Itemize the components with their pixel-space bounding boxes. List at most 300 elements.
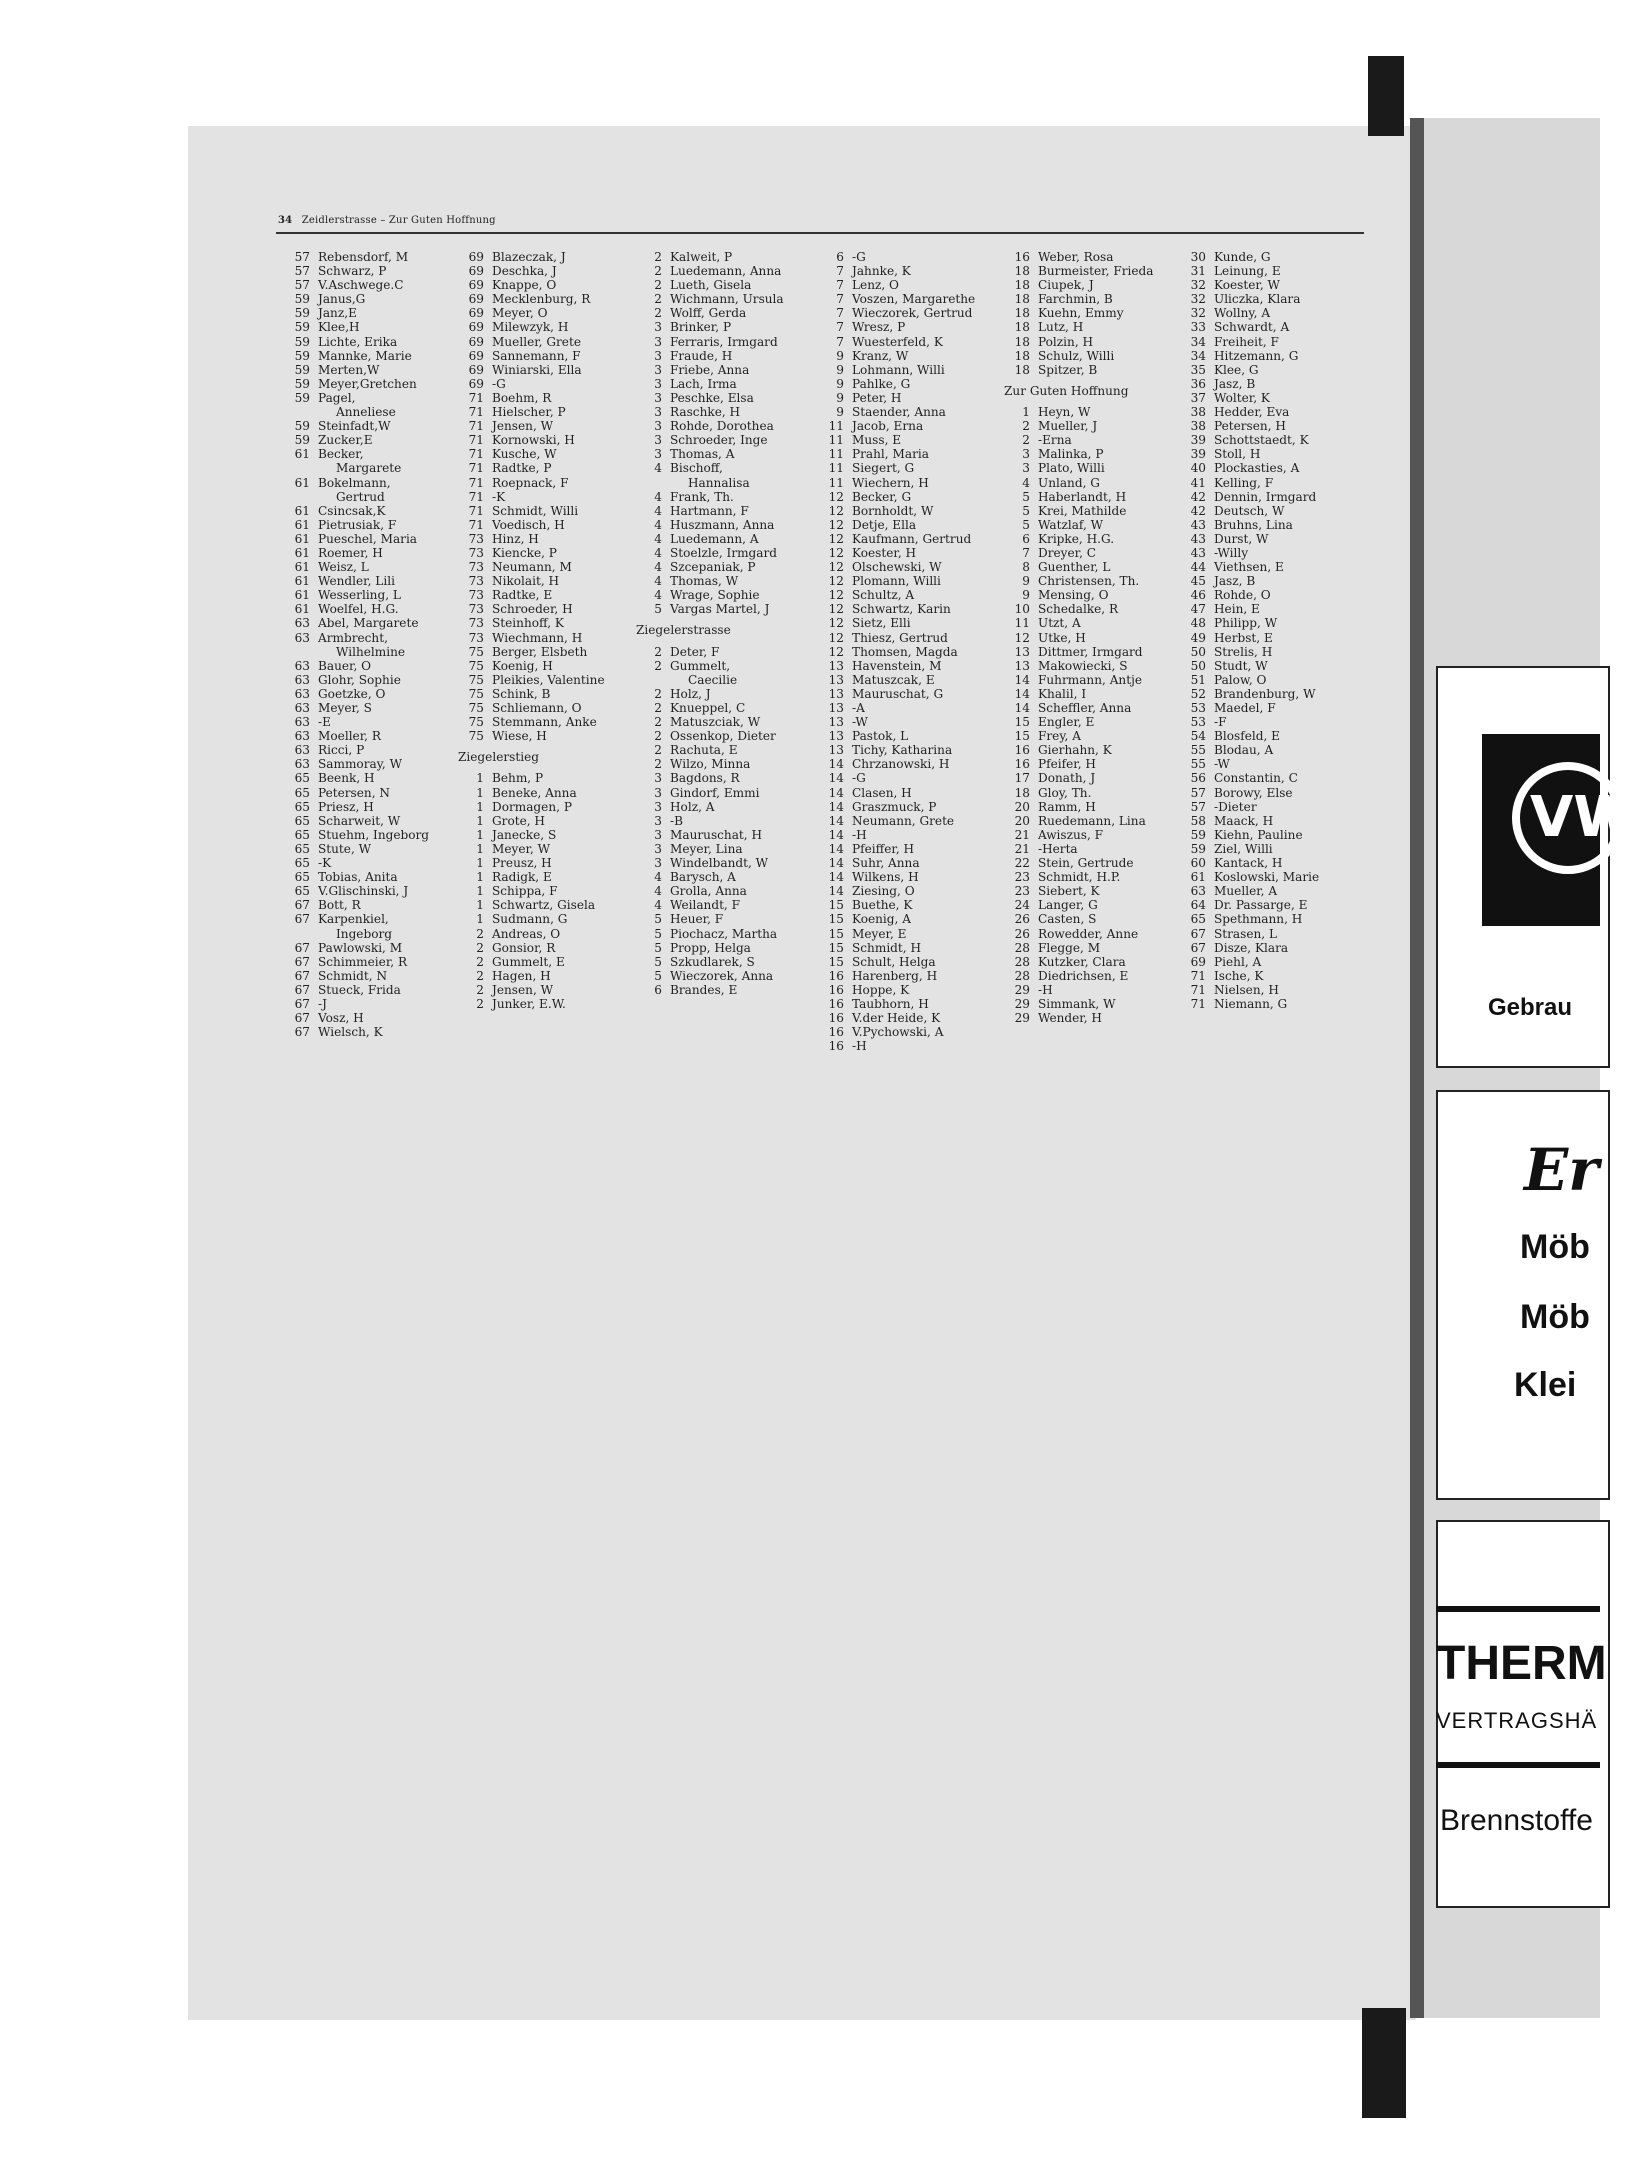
directory-entry [1180, 588, 1319, 602]
directory-entry [1004, 433, 1153, 447]
house-number: 3 [654, 348, 662, 363]
directory-entry [636, 349, 784, 363]
house-number: 39 [1190, 447, 1206, 462]
directory-entry [818, 1039, 975, 1053]
resident-name: Dreyer, C [1038, 545, 1097, 560]
house-number: 1 [476, 912, 484, 927]
resident-name: Schliemann, O [492, 701, 582, 715]
resident-name: Stute, W [318, 841, 372, 856]
resident-name: Rohde, Dorothea [670, 419, 774, 434]
resident-name: Lach, Irma [670, 376, 737, 391]
house-number: 2 [654, 729, 662, 744]
directory-entry [818, 447, 975, 461]
directory-entry [1180, 828, 1319, 842]
house-number: 5 [654, 954, 662, 969]
directory-entry [284, 264, 429, 278]
resident-name: Philipp, W [1214, 616, 1278, 631]
resident-name: Nikolait, H [492, 574, 560, 589]
directory-entry [636, 645, 784, 659]
directory-entry [1004, 884, 1153, 898]
resident-name: Gummelt, E [492, 954, 565, 969]
resident-name: Viethsen, E [1214, 560, 1284, 575]
directory-entry [1004, 701, 1153, 715]
resident-name: Pagel, [318, 390, 356, 405]
resident-name: Ruedemann, Lina [1038, 813, 1146, 828]
directory-entry [636, 461, 784, 475]
resident-name: -Dieter [1214, 799, 1257, 814]
resident-name: Anneliese [336, 405, 396, 420]
house-number: 18 [1014, 306, 1030, 321]
house-number: 71 [468, 419, 484, 434]
directory-entry [636, 927, 784, 941]
directory-entry [1180, 757, 1319, 771]
resident-name: Knappe, O [492, 278, 557, 293]
page-number: 34 [278, 215, 293, 226]
directory-entry [1004, 349, 1153, 363]
house-number: 2 [1022, 419, 1030, 434]
directory-entry [1004, 447, 1153, 461]
house-number: 65 [294, 771, 310, 786]
house-number: 14 [828, 870, 844, 885]
directory-entry [1180, 461, 1319, 475]
house-number: 69 [468, 250, 484, 264]
resident-name: Tobias, Anita [318, 870, 398, 885]
house-number: 16 [828, 1025, 844, 1040]
house-number: 12 [828, 489, 844, 504]
directory-entry [284, 912, 429, 926]
resident-name: Borowy, Else [1214, 785, 1293, 800]
directory-entry [458, 884, 605, 898]
directory-entry [284, 687, 429, 701]
house-number: 51 [1190, 672, 1206, 687]
house-number: 45 [1190, 574, 1206, 589]
directory-entry [1180, 320, 1319, 334]
resident-name: Plomann, Willi [852, 574, 941, 589]
house-number: 59 [294, 306, 310, 321]
resident-name: Meyer,Gretchen [318, 376, 417, 391]
resident-name: -Erna [1038, 433, 1072, 448]
resident-name: Voedisch, H [492, 517, 565, 532]
house-number: 2 [654, 658, 662, 673]
house-number: 28 [1014, 954, 1030, 969]
resident-name: Roepnack, F [492, 475, 569, 490]
directory-entry [458, 518, 605, 532]
resident-name: Gierhahn, K [1038, 743, 1112, 758]
resident-name: Kornowski, H [492, 433, 575, 448]
directory-entry [1180, 729, 1319, 743]
resident-name: Wendler, Lili [318, 574, 395, 589]
resident-name: Havenstein, M [852, 658, 942, 673]
directory-entry [1004, 278, 1153, 292]
resident-name: Wieczorek, Anna [670, 968, 774, 983]
resident-name: Schwartz, Karin [852, 602, 951, 617]
house-number: 59 [294, 362, 310, 377]
directory-entry [284, 363, 429, 377]
directory-entry [458, 842, 605, 856]
resident-name: Spethmann, H [1214, 912, 1303, 927]
resident-name: Nielsen, H [1214, 982, 1279, 997]
directory-entry [636, 842, 784, 856]
ad-rule-2 [1436, 1762, 1600, 1768]
house-number: 49 [1190, 630, 1206, 645]
directory-entry [636, 701, 784, 715]
resident-name: Thiesz, Gertrud [852, 630, 948, 645]
directory-entry [458, 715, 605, 729]
directory-entry [636, 870, 784, 884]
directory-entry [1180, 884, 1319, 898]
directory-entry [636, 490, 784, 504]
resident-name: Kunde, G [1214, 250, 1271, 264]
resident-name: Andreas, O [492, 926, 561, 941]
resident-name: Csincsak,K [318, 503, 386, 518]
directory-entry [1004, 518, 1153, 532]
directory-entry [636, 264, 784, 278]
house-number: 4 [654, 489, 662, 504]
resident-name: Schultz, A [852, 588, 915, 603]
resident-name: Stoll, H [1214, 447, 1261, 462]
resident-name: Utzt, A [1038, 616, 1081, 631]
directory-entry [284, 560, 429, 574]
house-number: 69 [468, 362, 484, 377]
resident-name: Jacob, Erna [852, 419, 924, 434]
resident-name: Merten,W [318, 362, 380, 377]
house-number: 1 [476, 898, 484, 913]
directory-entry [818, 856, 975, 870]
resident-name: Glohr, Sophie [318, 672, 401, 687]
directory-entry [458, 870, 605, 884]
directory-entry [284, 884, 429, 898]
directory-entry [818, 1025, 975, 1039]
resident-name: Grote, H [492, 813, 545, 828]
directory-entry [818, 701, 975, 715]
house-number: 2 [654, 264, 662, 279]
resident-name: Meyer, W [492, 841, 551, 856]
house-number: 32 [1190, 306, 1206, 321]
resident-name: Ferraris, Irmgard [670, 334, 778, 349]
directory-entry [284, 828, 429, 842]
house-number: 5 [1022, 503, 1030, 518]
resident-name: -K [318, 856, 332, 871]
resident-name: Harenberg, H [852, 968, 938, 983]
resident-name: Schulz, Willi [1038, 348, 1115, 363]
resident-name: Petersen, N [318, 785, 390, 800]
resident-name: Durst, W [1214, 531, 1269, 546]
directory-entry [818, 828, 975, 842]
resident-name: Ramm, H [1038, 799, 1096, 814]
directory-entry [636, 743, 784, 757]
directory-entry [818, 969, 975, 983]
resident-name: Pfeifer, H [1038, 757, 1096, 772]
resident-name: Hoppe, K [852, 982, 910, 997]
resident-name: Boehm, R [492, 390, 552, 405]
street-heading: Zur Guten Hoffnung [1004, 383, 1129, 398]
directory-entry [1180, 673, 1319, 687]
directory-entry [458, 405, 605, 419]
directory-entry [1180, 250, 1319, 264]
house-number: 67 [1190, 940, 1206, 955]
resident-name: Disze, Klara [1214, 940, 1289, 955]
resident-name: Gummelt, [670, 658, 731, 673]
directory-entry [458, 969, 605, 983]
resident-name: Jasz, B [1214, 376, 1256, 391]
directory-entry [458, 476, 605, 490]
house-number: 59 [294, 320, 310, 335]
house-number: 38 [1190, 419, 1206, 434]
house-number: 67 [294, 954, 310, 969]
directory-entry [284, 447, 429, 461]
house-number: 15 [828, 954, 844, 969]
resident-name: Gindorf, Emmi [670, 785, 760, 800]
resident-name: Hedder, Eva [1214, 405, 1290, 420]
house-number: 2 [654, 757, 662, 772]
resident-name: Deschka, J [492, 264, 557, 279]
resident-name: Priesz, H [318, 799, 374, 814]
resident-name: Olschewski, W [852, 560, 942, 575]
directory-entry [458, 278, 605, 292]
directory-entry [458, 250, 605, 264]
house-number: 9 [1022, 588, 1030, 603]
resident-name: Bokelmann, [318, 475, 391, 490]
directory-entry [284, 320, 429, 334]
resident-name: Krei, Mathilde [1038, 503, 1127, 518]
directory-entry [818, 602, 975, 616]
house-number: 4 [654, 517, 662, 532]
resident-name: Knueppel, C [670, 701, 746, 715]
resident-name: Mensing, O [1038, 588, 1109, 603]
resident-name: Neumann, M [492, 560, 572, 575]
page-title: Zeidlerstrasse – Zur Guten Hoffnung [301, 215, 496, 226]
house-number: 61 [294, 531, 310, 546]
house-number: 71 [468, 433, 484, 448]
directory-entry [284, 546, 429, 560]
house-number: 3 [654, 813, 662, 828]
house-number: 1 [1022, 405, 1030, 420]
house-number: 2 [476, 926, 484, 941]
directory-entry [284, 955, 429, 969]
directory-entry [458, 941, 605, 955]
ad-text-moeb-2: Möb [1520, 1298, 1590, 1336]
directory-entry [1180, 687, 1319, 701]
resident-name: Karpenkiel, [318, 912, 389, 927]
house-number: 73 [468, 630, 484, 645]
resident-name: Grolla, Anna [670, 884, 747, 899]
house-number: 7 [1022, 545, 1030, 560]
house-number: 46 [1190, 588, 1206, 603]
resident-name: Rowedder, Anne [1038, 926, 1139, 941]
directory-entry [1004, 715, 1153, 729]
directory-entry [284, 786, 429, 800]
house-number: 63 [294, 616, 310, 631]
directory-entry [1004, 969, 1153, 983]
resident-name: Prahl, Maria [852, 447, 929, 462]
house-number: 61 [294, 503, 310, 518]
resident-name: Kranz, W [852, 348, 909, 363]
directory-entry [818, 757, 975, 771]
house-number: 55 [1190, 743, 1206, 758]
directory-entry [1004, 631, 1153, 645]
directory-entry [1004, 743, 1153, 757]
house-number: 75 [468, 658, 484, 673]
house-number: 71 [468, 405, 484, 420]
house-number: 8 [1022, 560, 1030, 575]
resident-name: -B [670, 813, 683, 828]
directory-entry [636, 969, 784, 983]
house-number: 14 [828, 856, 844, 871]
house-number: 11 [1014, 616, 1030, 631]
directory-entry [636, 771, 784, 785]
house-number: 3 [654, 362, 662, 377]
resident-name: Clasen, H [852, 785, 912, 800]
directory-entry [818, 631, 975, 645]
house-number: 13 [1014, 644, 1030, 659]
directory-entry [458, 546, 605, 560]
resident-name: -K [492, 489, 506, 504]
resident-name: Wiechmann, H [492, 630, 583, 645]
house-number: 9 [836, 348, 844, 363]
house-number: 61 [294, 475, 310, 490]
house-number: 14 [1014, 686, 1030, 701]
resident-name: Maack, H [1214, 813, 1274, 828]
house-number: 4 [654, 574, 662, 589]
house-number: 71 [468, 475, 484, 490]
resident-name: Ische, K [1214, 968, 1264, 983]
directory-entry [458, 927, 605, 941]
house-number: 4 [654, 545, 662, 560]
directory-entry [818, 250, 975, 264]
resident-name: Abel, Margarete [318, 616, 419, 631]
resident-name: Casten, S [1038, 912, 1097, 927]
resident-name: Caecilie [688, 672, 738, 687]
resident-name: Huszmann, Anna [670, 517, 775, 532]
resident-name: Peschke, Elsa [670, 390, 754, 405]
directory-entry [284, 1011, 429, 1025]
resident-name: Hannalisa [688, 475, 750, 490]
resident-name: Raschke, H [670, 405, 741, 420]
directory-entry [818, 645, 975, 659]
resident-name: Winiarski, Ella [492, 362, 582, 377]
resident-name: Sannemann, F [492, 348, 581, 363]
header-rule [276, 232, 1364, 234]
resident-name: Luedemann, A [670, 531, 759, 546]
house-number: 59 [294, 433, 310, 448]
resident-name: Matuszciak, W [670, 715, 761, 730]
resident-name: Kaufmann, Gertrud [852, 531, 972, 546]
directory-entry [284, 771, 429, 785]
directory-entry [458, 856, 605, 870]
directory-column-6 [1180, 250, 1319, 1011]
resident-name: Lichte, Erika [318, 334, 398, 349]
directory-entry [284, 800, 429, 814]
resident-name: Pueschel, Maria [318, 531, 418, 546]
house-number: 22 [1014, 856, 1030, 871]
directory-entry [1004, 983, 1153, 997]
house-number: 7 [836, 264, 844, 279]
directory-entry [818, 842, 975, 856]
directory-entry [458, 616, 605, 630]
house-number: 3 [654, 827, 662, 842]
directory-entry [818, 941, 975, 955]
house-number: 71 [468, 517, 484, 532]
directory-entry [1180, 419, 1319, 433]
resident-name: Mueller, J [1038, 419, 1098, 434]
house-number: 7 [836, 278, 844, 293]
house-number: 13 [828, 686, 844, 701]
directory-entry [1180, 659, 1319, 673]
resident-name: Piehl, A [1214, 954, 1262, 969]
directory-entry [636, 518, 784, 532]
resident-name: Guenther, L [1038, 560, 1111, 575]
house-number: 61 [294, 517, 310, 532]
resident-name: Stueck, Frida [318, 982, 401, 997]
resident-name: Jensen, W [492, 419, 554, 434]
house-number: 69 [1190, 954, 1206, 969]
resident-name: Neumann, Grete [852, 813, 955, 828]
directory-entry [1180, 447, 1319, 461]
house-number: 37 [1190, 390, 1206, 405]
resident-name: Dennin, Irmgard [1214, 489, 1317, 504]
directory-entry [818, 363, 975, 377]
directory-entry [1004, 335, 1153, 349]
house-number: 63 [294, 672, 310, 687]
house-number: 32 [1190, 278, 1206, 293]
directory-entry [818, 476, 975, 490]
house-number: 63 [294, 658, 310, 673]
page-header [278, 215, 496, 226]
house-number: 18 [1014, 278, 1030, 293]
directory-entry [458, 814, 605, 828]
directory-entry [284, 842, 429, 856]
house-number: 20 [1014, 813, 1030, 828]
house-number: 4 [654, 588, 662, 603]
directory-entry [284, 306, 429, 320]
house-number: 75 [468, 701, 484, 715]
resident-name: -Willy [1214, 545, 1249, 560]
resident-name: Barysch, A [670, 870, 736, 885]
house-number: 1 [476, 799, 484, 814]
directory-entry [458, 320, 605, 334]
house-number: 5 [1022, 489, 1030, 504]
directory-entry [636, 912, 784, 926]
house-number: 71 [468, 447, 484, 462]
resident-name: Plockasties, A [1214, 461, 1300, 476]
house-number: 2 [654, 686, 662, 701]
directory-entry [818, 574, 975, 588]
directory-entry [636, 673, 784, 687]
house-number: 57 [294, 264, 310, 279]
directory-entry [636, 306, 784, 320]
resident-name: Utke, H [1038, 630, 1086, 645]
directory-entry [1180, 574, 1319, 588]
directory-column-3 [636, 250, 784, 997]
house-number: 2 [476, 996, 484, 1011]
directory-entry [636, 419, 784, 433]
directory-entry [818, 771, 975, 785]
house-number: 4 [654, 503, 662, 518]
resident-name: Uliczka, Klara [1214, 292, 1301, 307]
directory-entry [1180, 335, 1319, 349]
directory-entry [1180, 476, 1319, 490]
resident-name: Muss, E [852, 433, 902, 448]
resident-name: Wesserling, L [318, 588, 401, 603]
house-number: 42 [1190, 503, 1206, 518]
resident-name: Freiheit, F [1214, 334, 1279, 349]
house-number: 58 [1190, 813, 1206, 828]
house-number: 2 [476, 940, 484, 955]
directory-entry [818, 997, 975, 1011]
resident-name: V.Glischinski, J [318, 884, 409, 899]
resident-name: Matuszcak, E [852, 672, 935, 687]
directory-entry [458, 729, 605, 743]
